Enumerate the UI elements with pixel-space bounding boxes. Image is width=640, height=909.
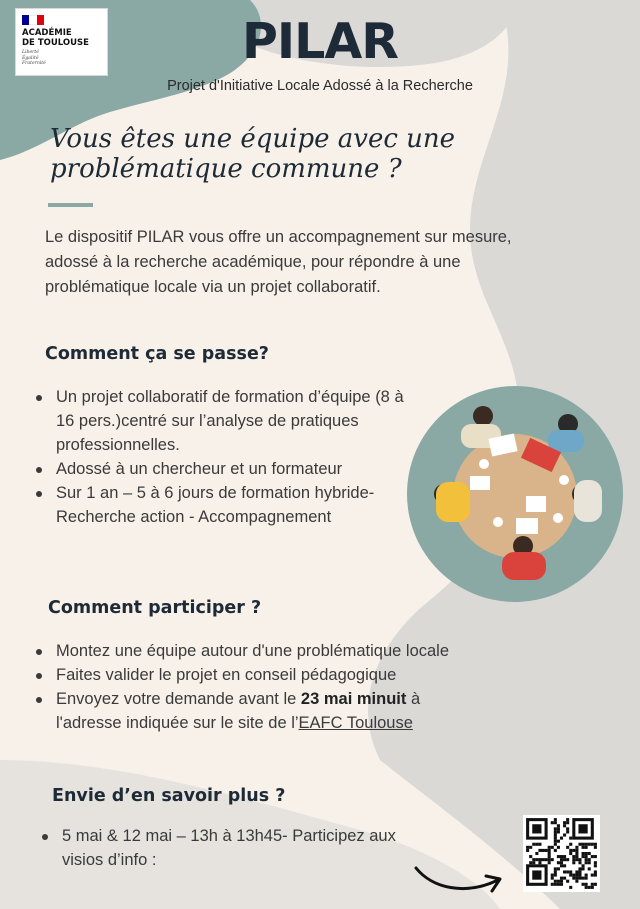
list-item: Un projet collaboratif de formation d’équipe (8 à 16 pers.)centré sur l’analyse de pratiques professionnelles. [34, 385, 404, 457]
list-item: Faites valider le projet en conseil pédagogique [34, 663, 474, 687]
academie-logo [15, 8, 108, 76]
qr-code[interactable] [523, 815, 600, 892]
list-item: Sur 1 an – 5 à 6 jours de formation hybride- Recherche action - Accompagnement [34, 481, 404, 529]
logo-motto: Liberté Égalité Fraternité [22, 50, 46, 67]
person-left [434, 482, 470, 522]
list-item: Adossé à un chercheur et un formateur [34, 457, 404, 481]
divider [48, 203, 93, 207]
deadline: 23 mai minuit [300, 690, 407, 708]
eafc-link[interactable]: EAFC Toulouse [298, 714, 413, 732]
arrow-icon [410, 858, 510, 903]
french-flag-icon [22, 15, 44, 25]
logo-line-2: DE TOULOUSE [22, 38, 89, 48]
section-heading-participate: Comment participer ? [48, 598, 262, 618]
how-list [34, 385, 404, 529]
hook-question: Vous êtes une équipe avec une problématique commune ? [50, 124, 456, 184]
list-item: 5 mai & 12 mai – 13h à 13h45- Participez aux visios d’info : [40, 824, 440, 872]
intro-paragraph: Le dispositif PILAR vous offre un accompagnement sur mesure, adossé à la recherche académique, pour répondre à une problématique locale via un projet collaboratif. [45, 228, 512, 296]
section-heading-more: Envie d’en savoir plus ? [52, 786, 286, 806]
page-title: PILAR [241, 13, 399, 70]
info-list [40, 824, 440, 872]
list-item: Montez une équipe autour d'une problématique locale [34, 639, 474, 663]
section-heading-how: Comment ça se passe? [45, 344, 269, 364]
team-meeting-illustration [398, 372, 628, 612]
participate-list [34, 639, 474, 735]
list-item: Envoyez votre demande avant le 23 mai minuit à l'adresse indiquée sur le site de l’EAFC Toulouse [34, 687, 474, 735]
page-subtitle: Projet d'Initiative Locale Adossé à la Recherche [167, 78, 473, 94]
logo-line-1: ACADÉMIE [22, 28, 72, 38]
person-right [572, 480, 602, 522]
